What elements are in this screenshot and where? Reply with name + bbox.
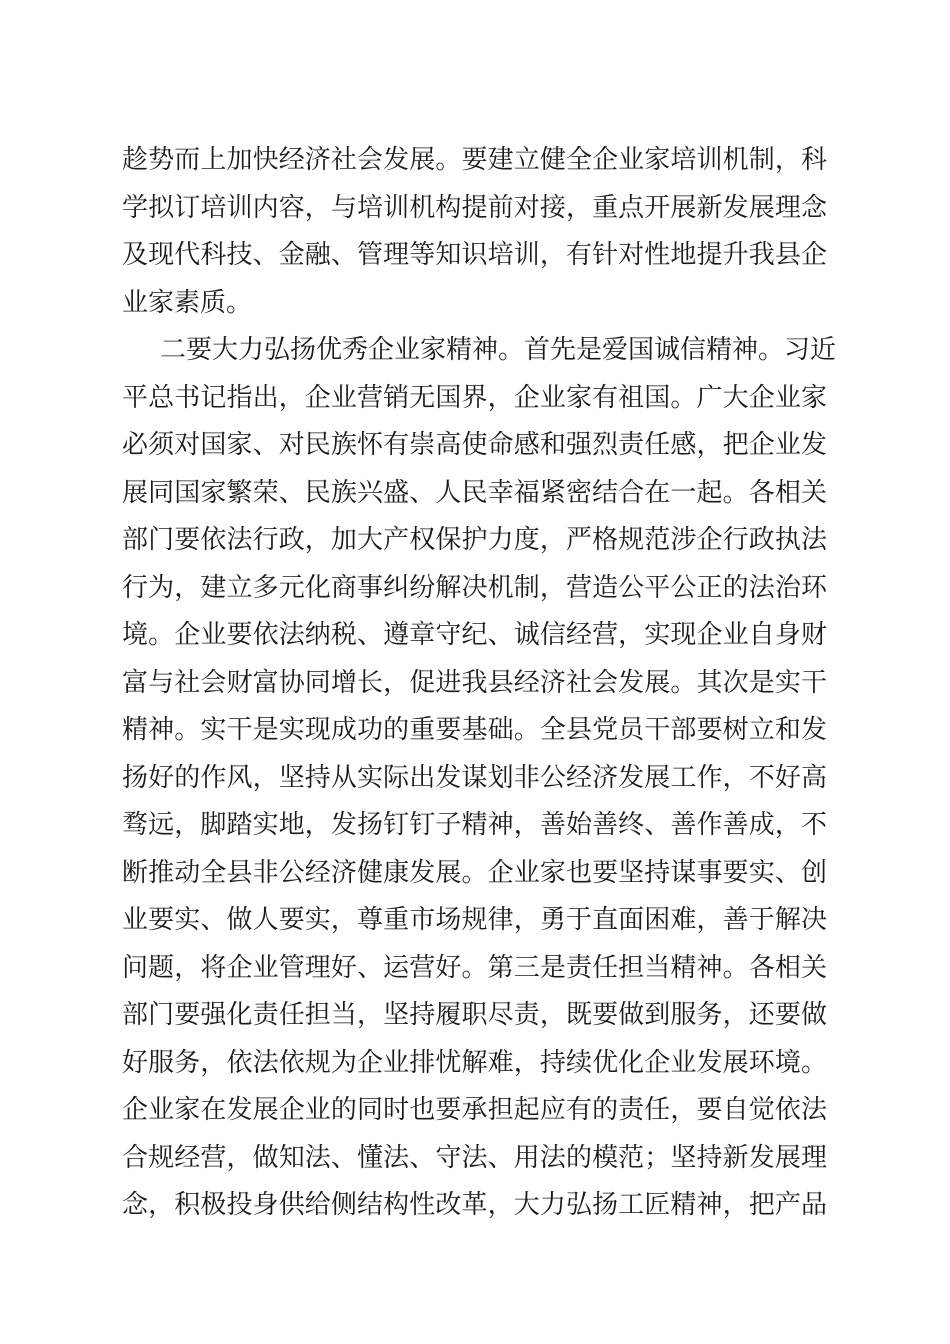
text-line: 及现代科技、金融、管理等知识培训，有针对性地提升我县企: [122, 240, 827, 270]
text-line: 展同国家繁荣、民族兴盛、人民幸福紧密结合在一起。各相关: [122, 477, 827, 508]
text-line: 部门要依法行政，加大产权保护力度，严格规范涉企行政执法: [122, 525, 827, 555]
text-line: 平总书记指出，企业营销无国界，企业家有祖国。广大企业家: [122, 382, 827, 413]
text-line: 行为，建立多元化商事纠纷解决机制，营造公平公正的法治环: [122, 572, 827, 603]
text-line: 扬好的作风，坚持从实际出发谋划非公经济发展工作，不好高: [122, 762, 827, 793]
text-line: 精神。实干是实现成功的重要基础。全县党员干部要树立和发: [122, 715, 827, 745]
text-line: 骛远，脚踏实地，发扬钉钉子精神，善始善终、善作善成，不: [122, 810, 827, 840]
text-line: 合规经营，做知法、懂法、守法、用法的模范；坚持新发展理: [122, 1142, 827, 1173]
text-line: 业家素质。: [122, 287, 253, 318]
text-line: 企业家在发展企业的同时也要承担起应有的责任，要自觉依法: [122, 1095, 827, 1125]
text-line: 念，积极投身供给侧结构性改革，大力弘扬工匠精神，把产品: [122, 1190, 827, 1220]
text-line: 断推动全县非公经济健康发展。企业家也要坚持谋事要实、创: [122, 857, 827, 888]
text-line: 富与社会财富协同增长，促进我县经济社会发展。其次是实干: [122, 667, 827, 698]
text-line: 业要实、做人要实，尊重市场规律，勇于直面困难，善于解决: [122, 905, 827, 935]
text-line: 好服务，依法依规为企业排忧解难，持续优化企业发展环境。: [122, 1047, 827, 1078]
text-line: 部门要强化责任担当，坚持履职尽责，既要做到服务，还要做: [122, 1000, 827, 1030]
text-line: 境。企业要依法纳税、遵章守纪、诚信经营，实现企业自身财: [122, 620, 827, 650]
paragraph-start-line: 二要大力弘扬优秀企业家精神。首先是爱国诚信精神。习近: [160, 335, 837, 365]
text-line: 必须对国家、对民族怀有崇高使命感和强烈责任感，把企业发: [122, 430, 827, 460]
text-line: 趁势而上加快经济社会发展。要建立健全企业家培训机制，科: [122, 145, 827, 175]
text-line: 问题，将企业管理好、运营好。第三是责任担当精神。各相关: [122, 952, 827, 983]
text-line: 学拟订培训内容，与培训机构提前对接，重点开展新发展理念: [122, 192, 827, 223]
